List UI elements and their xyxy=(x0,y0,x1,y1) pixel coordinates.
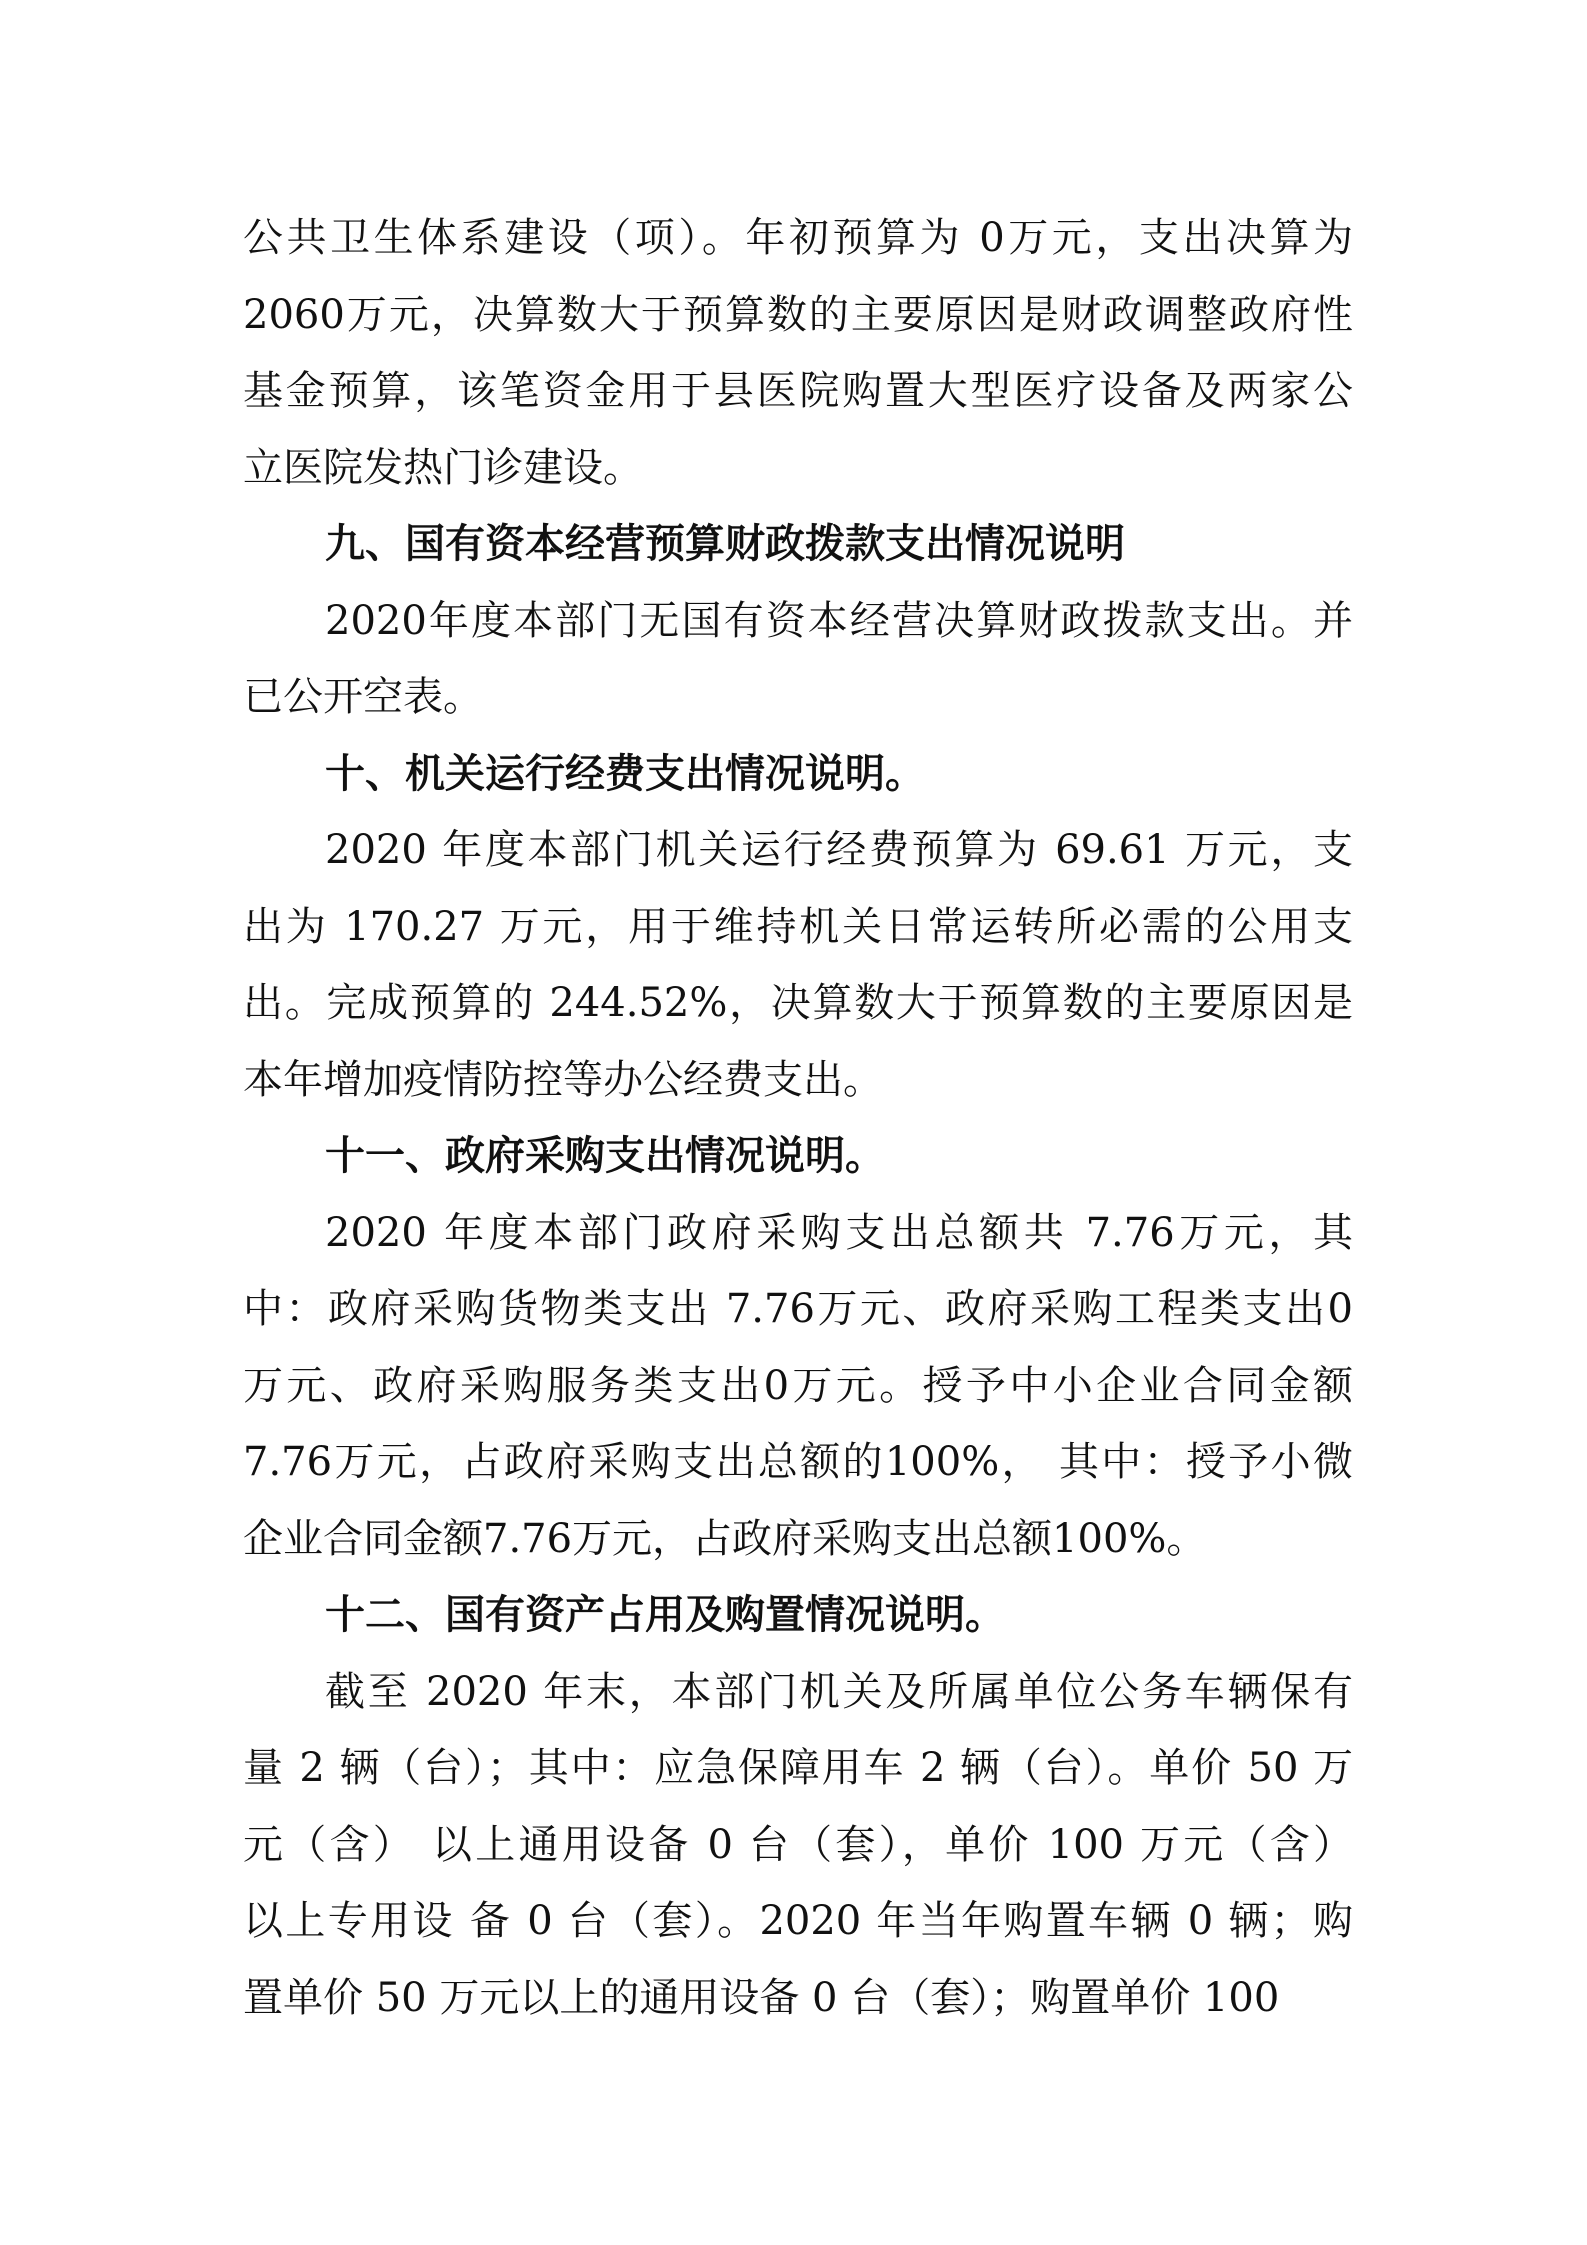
paragraph-line: 万元、政府采购服务类支出0万元。授予中小企业合同金额 xyxy=(243,1362,1353,1409)
paragraph-line: 2060万元，决算数大于预算数的主要原因是财政调整政府性 xyxy=(243,291,1353,338)
document-body xyxy=(243,200,1353,2036)
paragraph-line: 本年增加疫情防控等办公经费支出。 xyxy=(243,1056,883,1103)
paragraph-line: 出为 170.27 万元，用于维持机关日常运转所必需的公用支 xyxy=(243,903,1353,950)
paragraph-line: 企业合同金额7.76万元，占政府采购支出总额100%。 xyxy=(243,1515,1207,1562)
section-heading-9: 九、国有资本经营预算财政拨款支出情况说明 xyxy=(325,521,1125,567)
paragraph-line: 已公开空表。 xyxy=(243,674,483,720)
paragraph-line: 量 2 辆（台）；其中：应急保障用车 2 辆（台）。单价 50 万 xyxy=(243,1745,1353,1791)
paragraph-line: 2020年度本部门无国有资本经营决算财政拨款支出。并 xyxy=(325,597,1353,644)
paragraph-line: 元（含） 以上通用设备 0 台（套），单价 100 万元（含） xyxy=(243,1821,1353,1868)
paragraph-line: 立医院发热门诊建设。 xyxy=(243,444,643,491)
paragraph-line: 截至 2020 年末，本部门机关及所属单位公务车辆保有 xyxy=(325,1668,1353,1715)
section-heading-11: 十一、政府采购支出情况说明。 xyxy=(325,1133,885,1179)
paragraph-line: 出。完成预算的 244.52%，决算数大于预算数的主要原因是 xyxy=(243,980,1353,1026)
section-heading-10: 十、机关运行经费支出情况说明。 xyxy=(325,750,925,797)
section-heading-12: 十二、国有资产占用及购置情况说明。 xyxy=(325,1592,1005,1638)
paragraph-line: 置单价 50 万元以上的通用设备 0 台（套）；购置单价 100 xyxy=(243,1974,1280,2021)
paragraph-line: 基金预算，该笔资金用于县医院购置大型医疗设备及两家公 xyxy=(243,368,1353,414)
paragraph-line: 以上专用设 备 0 台（套）。2020 年当年购置车辆 0 辆；购 xyxy=(243,1898,1353,1944)
paragraph-line: 2020 年度本部门机关运行经费预算为 69.61 万元，支 xyxy=(325,827,1353,873)
paragraph-line: 公共卫生体系建设（项）。年初预算为 0万元，支出决算为 xyxy=(243,215,1353,261)
paragraph-line: 中：政府采购货物类支出 7.76万元、政府采购工程类支出0 xyxy=(243,1286,1353,1332)
paragraph-line: 2020 年度本部门政府采购支出总额共 7.76万元，其 xyxy=(325,1209,1353,1256)
paragraph-line: 7.76万元，占政府采购支出总额的100%， 其中：授予小微 xyxy=(243,1439,1353,1485)
